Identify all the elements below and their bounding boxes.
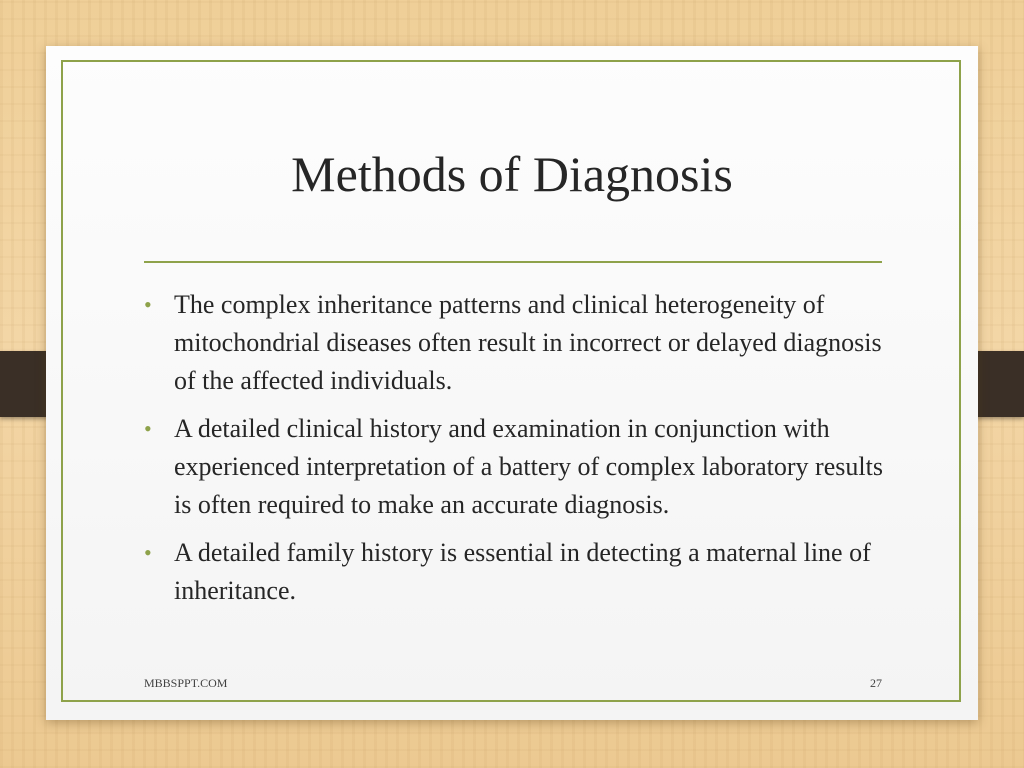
bullet-icon: • — [144, 292, 152, 317]
bullet-item — [144, 410, 904, 524]
bullet-item — [144, 534, 904, 610]
slide-title: Methods of Diagnosis — [291, 146, 733, 202]
slide-card — [46, 46, 978, 720]
bullet-list — [144, 286, 904, 620]
bullet-item — [144, 286, 904, 400]
page-number: 27 — [870, 676, 882, 690]
bullet-icon: • — [144, 416, 152, 441]
bullet-text: The complex inheritance patterns and clinical heterogeneity of mitochondrial diseases often result in incorrect or delayed diagnosis of the affected individuals. — [174, 290, 882, 395]
bullet-icon: • — [144, 540, 152, 565]
footer-source: MBBSPPT.COM — [144, 676, 228, 690]
bullet-text: A detailed clinical history and examination in conjunction with experienced interpretation of a battery of complex laboratory results is often required to make an accurate diagnosis. — [174, 414, 883, 519]
title-divider — [144, 261, 882, 263]
bullet-text: A detailed family history is essential in detecting a maternal line of inheritance. — [174, 538, 871, 605]
